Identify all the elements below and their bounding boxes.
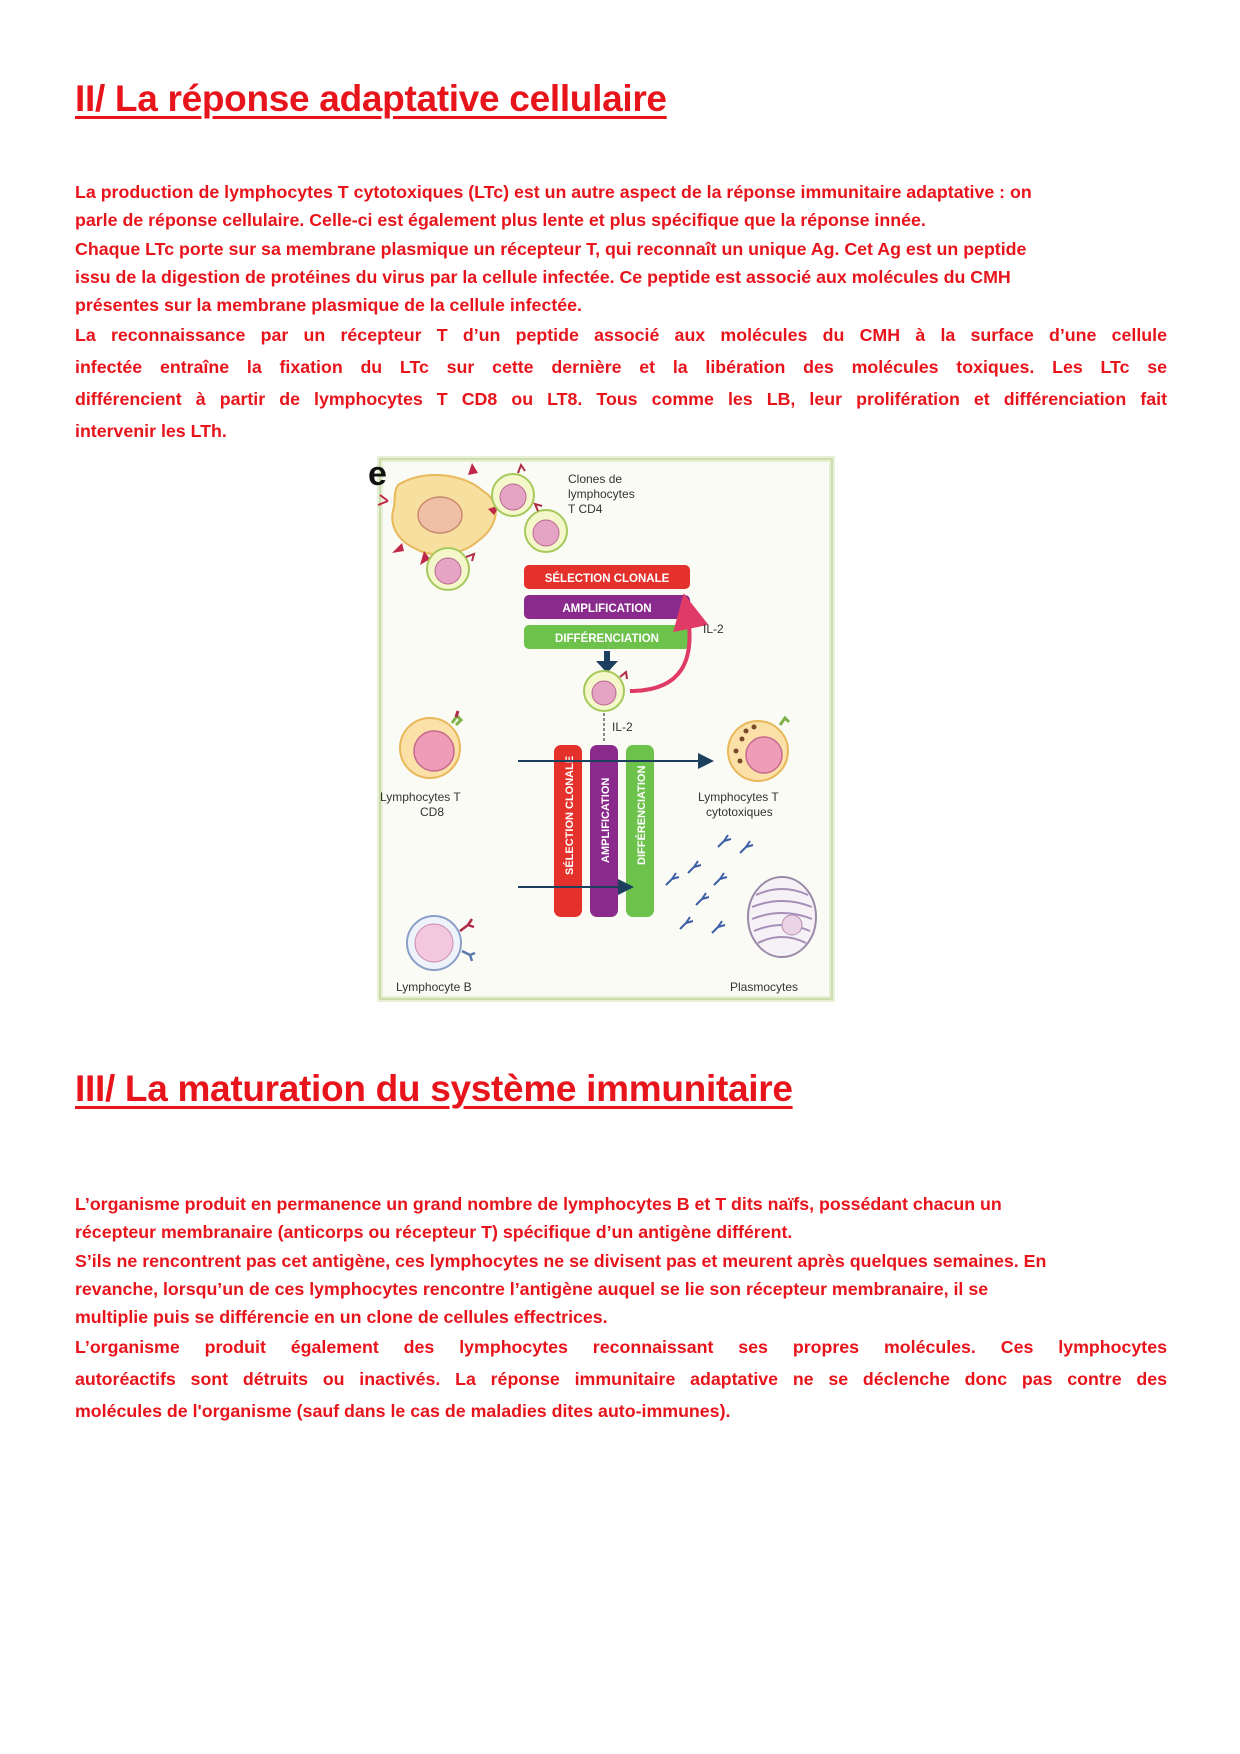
text-line: La production de lymphocytes T cytotoxiques (LTc) est un autre aspect de la réponse immunitaire adaptative : on <box>75 182 1032 202</box>
section-2-title: II/ La réponse adaptative cellulaire <box>75 78 667 119</box>
text-line: présentes sur la membrane plasmique de la cellule infectée. <box>75 295 582 316</box>
text-line: issu de la digestion de protéines du virus par la cellule infectée. Ce peptide est associé aux molécules du CMH <box>75 266 1011 287</box>
il2-center-label: IL-2 <box>612 720 633 734</box>
plasmocyte-label: Plasmocytes <box>730 980 799 994</box>
text-line: L’organisme produit en permanence un grand nombre de lymphocytes B et T dits naïfs, possédant chacun un <box>75 1194 1002 1214</box>
diagram-svg <box>368 455 838 1007</box>
section-3-text <box>75 1190 1167 1427</box>
step-bar-label: SÉLECTION CLONALE <box>564 755 576 875</box>
tcd8-label-line: Lymphocytes T <box>380 790 461 804</box>
step-bar-label: AMPLIFICATION <box>600 777 612 863</box>
section-2-text <box>75 178 1167 447</box>
text-line: S’ils ne rencontrent pas cet antigène, ces lymphocytes ne se divisent pas et meurent après quelques semaines. En <box>75 1250 1047 1271</box>
text-line: différencient à partir de lymphocytes T CD8 ou LT8. Tous comme les LB, leur prolifération et différenciation fait <box>75 389 1167 410</box>
step-band-label: DIFFÉRENCIATION <box>555 633 659 645</box>
step-bar-label: DIFFÉRENCIATION <box>636 765 648 865</box>
clones-label-line: Clones de <box>568 472 623 486</box>
immune-response-diagram <box>368 455 838 1007</box>
text-line: multiplie puis se différencie en un clone de cellules effectrices. <box>75 1307 608 1328</box>
text-line: récepteur membranaire (anticorps ou récepteur T) spécifique d’un antigène différent. <box>75 1222 793 1243</box>
text-line: parle de réponse cellulaire. Celle-ci est également plus lente et plus spécifique que la réponse innée. <box>75 210 926 231</box>
text-line: infectée entraîne la fixation du LTc sur cette dernière et la libération des molécules toxiques. Les LTc se <box>75 357 1167 378</box>
plasmocyte-cell <box>748 877 816 957</box>
text-line: La reconnaissance par un récepteur T d’un peptide associé aux molécules du CMH à la surface d’une cellule <box>75 325 1167 346</box>
step-band-label: SÉLECTION CLONALE <box>544 573 670 585</box>
ltc-label-line: cytotoxiques <box>706 805 773 819</box>
step-band-label: AMPLIFICATION <box>562 603 652 615</box>
text-line: Chaque LTc porte sur sa membrane plasmique un récepteur T, qui reconnaît un unique Ag. Cet Ag est un peptide <box>75 238 1027 259</box>
corner-letter: e <box>368 455 387 493</box>
lb-label: Lymphocyte B <box>396 980 472 994</box>
text-line: molécules de l'organisme (sauf dans le cas de maladies dites auto-immunes). <box>75 1401 731 1422</box>
section-3-title: III/ La maturation du système immunitaire <box>75 1068 793 1109</box>
ltc-label-line: Lymphocytes T <box>698 790 779 804</box>
text-line: revanche, lorsqu’un de ces lymphocytes rencontre l’antigène auquel se lie son récepteur membranaire, il se <box>75 1278 989 1299</box>
text-line: L’organisme produit également des lymphocytes reconnaissant ses propres molécules. Ces lymphocytes <box>75 1337 1167 1358</box>
tcd8-label-line: CD8 <box>420 805 445 819</box>
clones-label-line: T CD4 <box>568 502 603 516</box>
text-line: intervenir les LTh. <box>75 421 227 442</box>
il2-side-label: IL-2 <box>703 622 724 636</box>
clones-label-line: lymphocytes <box>568 487 635 501</box>
text-line: autoréactifs sont détruits ou inactivés. La réponse immunitaire adaptative ne se déclenche donc pas contre des <box>75 1369 1167 1390</box>
